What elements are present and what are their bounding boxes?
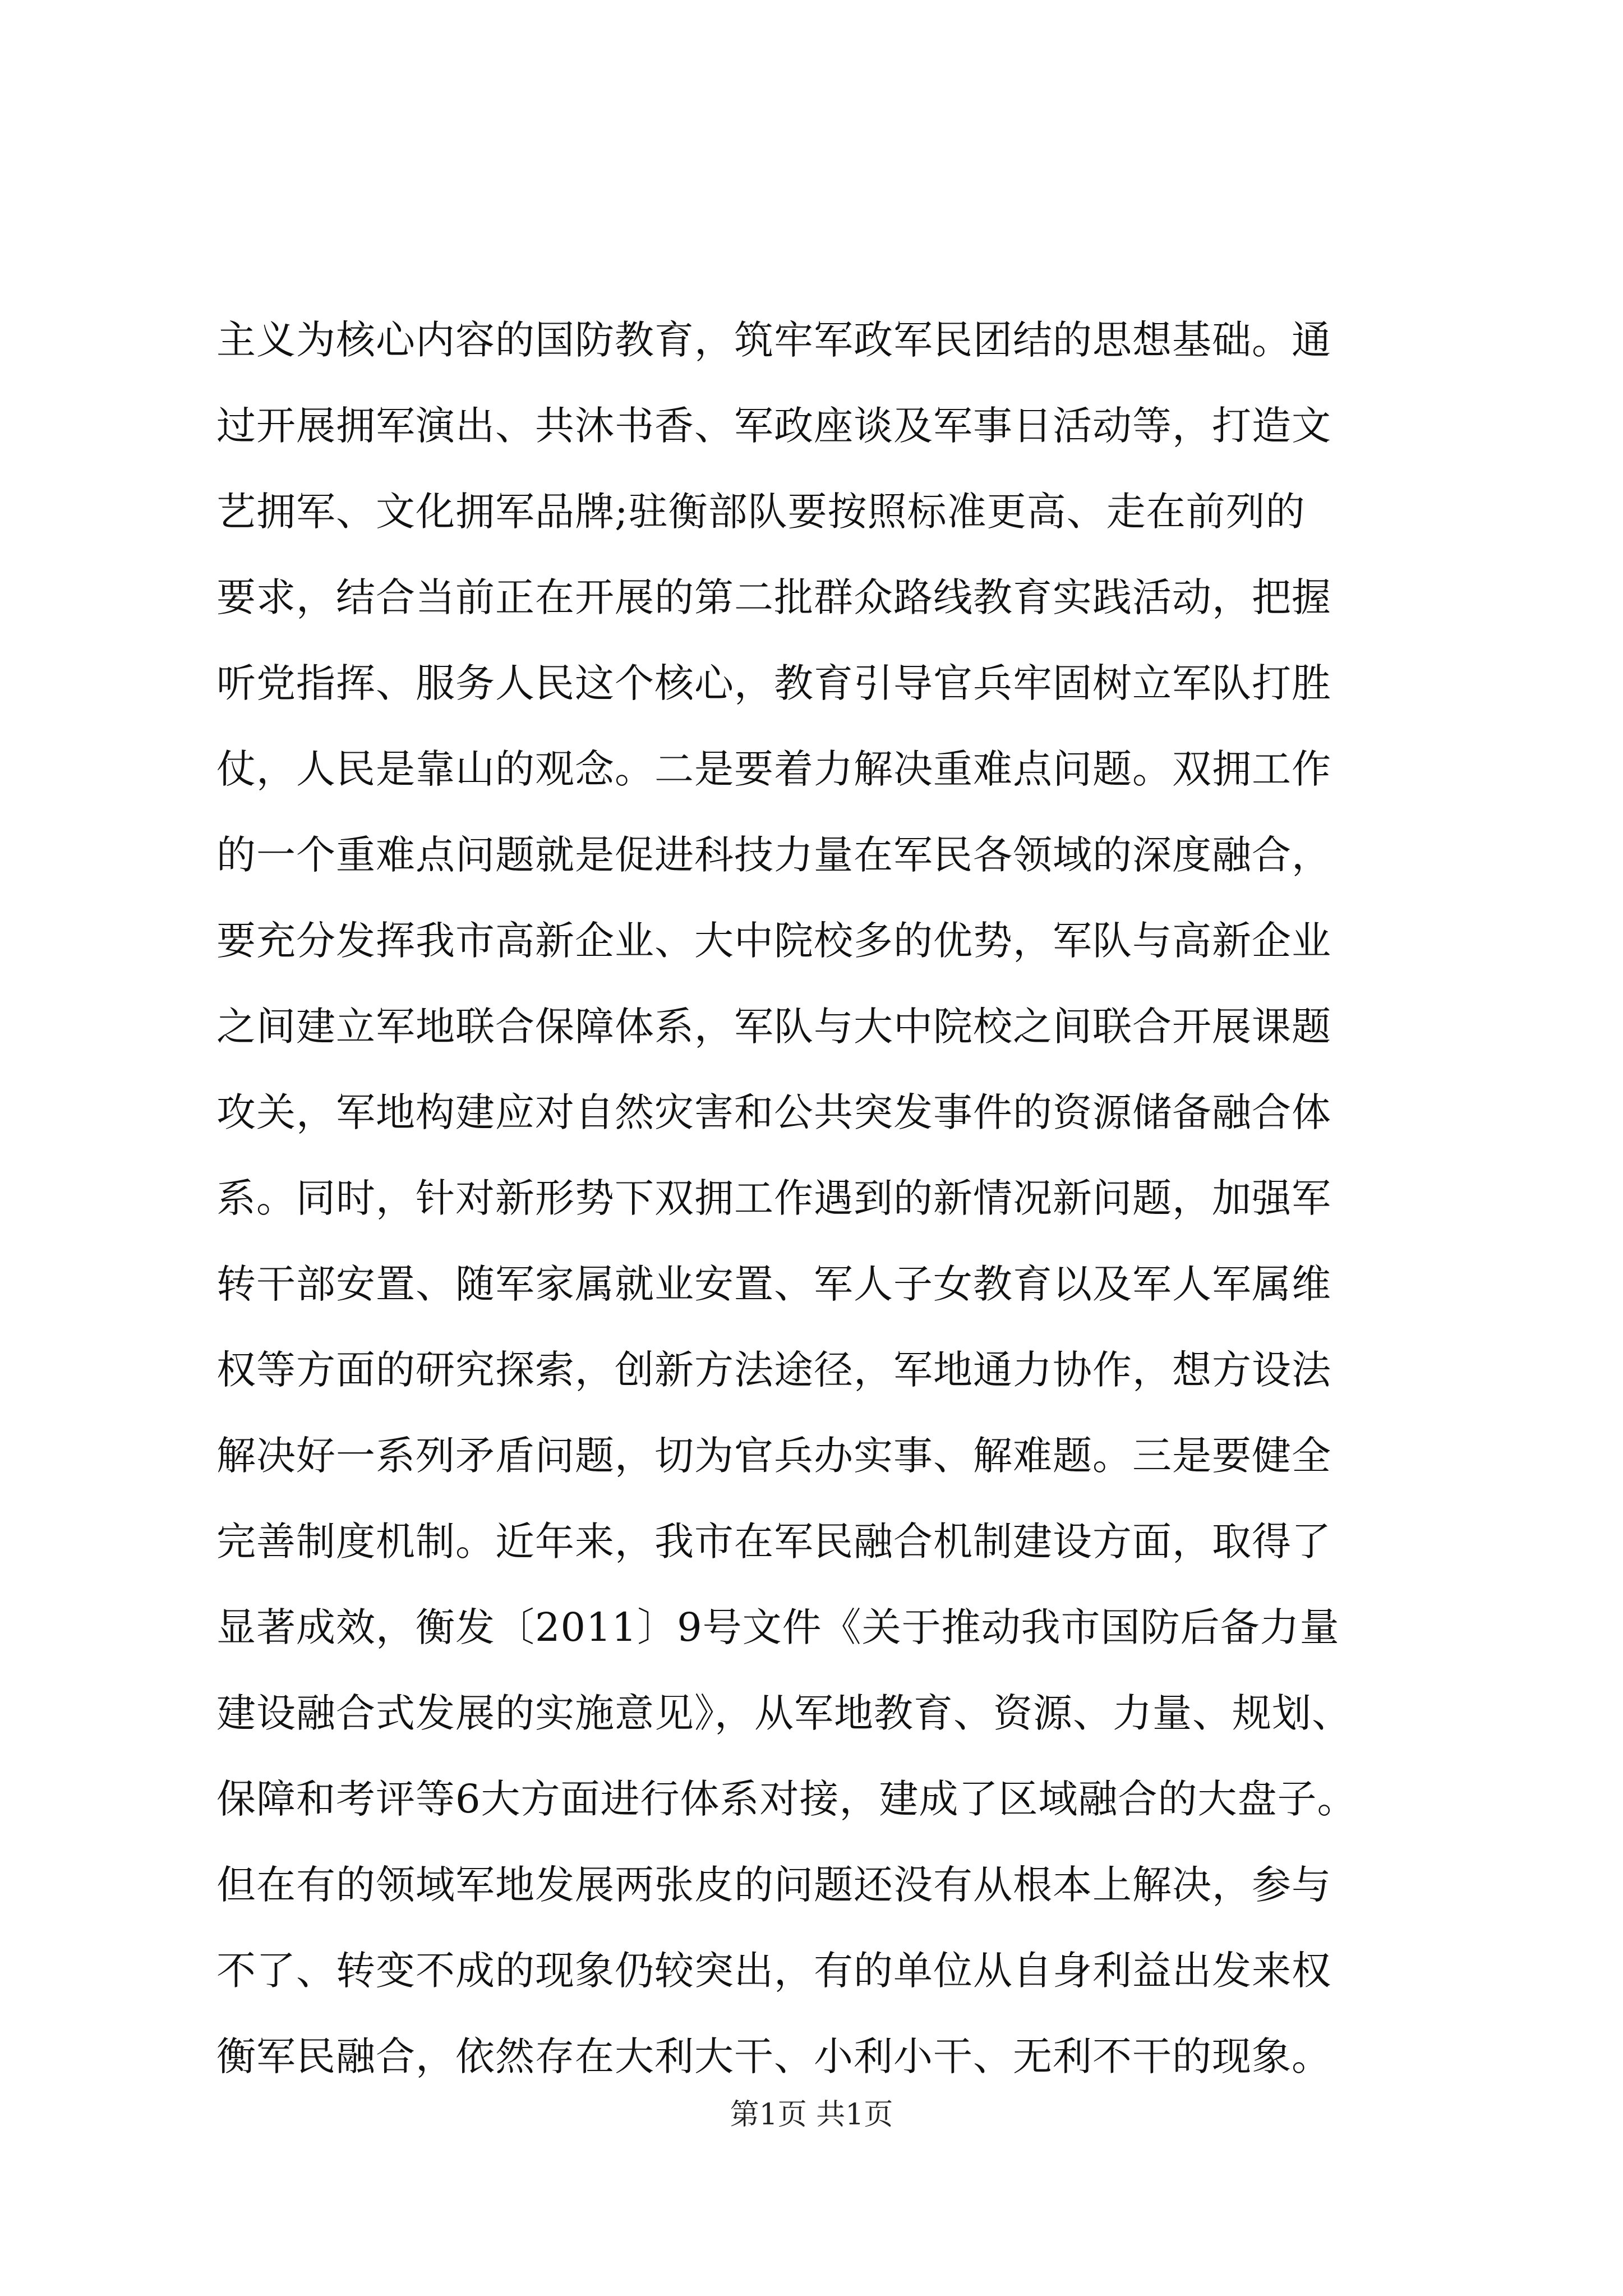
- text-line: 的一个重难点问题就是促进科技力量在军民各领域的深度融合，: [216, 832, 1331, 878]
- text-line: 保障和考评等6大方面进行体系对接，建成了区域融合的大盘子。: [216, 1776, 1357, 1822]
- text-line: 完善制度机制。近年来，我市在军民融合机制建设方面，取得了: [216, 1519, 1331, 1565]
- text-line: 解决好一系列矛盾问题，切为官兵办实事、解难题。三是要健全: [216, 1433, 1331, 1479]
- text-line: 要充分发挥我市高新企业、大中院校多的优势，军队与高新企业: [216, 918, 1331, 964]
- page-footer: [0, 2095, 1623, 2134]
- text-line: 权等方面的研究探索，创新方法途径，军地通力协作，想方设法: [216, 1347, 1331, 1393]
- text-line: 转干部安置、随军家属就业安置、军人子女教育以及军人军属维: [216, 1261, 1331, 1307]
- text-line: 显著成效，衡发〔2011〕9号文件《关于推动我市国防后备力量: [216, 1604, 1340, 1650]
- text-line: 听党指挥、服务人民这个核心，教育引导官兵牢固树立军队打胜: [216, 660, 1331, 706]
- text-line: 仗，人民是靠山的观念。二是要着力解决重难点问题。双拥工作: [216, 746, 1331, 792]
- text-line: 要求，结合当前正在开展的第二批群众路线教育实践活动，把握: [216, 574, 1331, 620]
- text-line: 衡军民融合，依然存在大利大干、小利小干、无利不干的现象。: [216, 2033, 1331, 2079]
- body-text: [216, 297, 1419, 2100]
- text-line: 主义为核心内容的国防教育，筑牢军政军民团结的思想基础。通: [216, 317, 1331, 363]
- text-line: 过开展拥军演出、共沐书香、军政座谈及军事日活动等，打造文: [216, 403, 1331, 449]
- text-line: 系。同时，针对新形势下双拥工作遇到的新情况新问题，加强军: [216, 1175, 1331, 1221]
- text-line: 艺拥军、文化拥军品牌;驻衡部队要按照标准更高、走在前列的: [216, 489, 1306, 535]
- text-line: 不了、转变不成的现象仍较突出，有的单位从自身利益出发来权: [216, 1948, 1331, 1994]
- text-line: 之间建立军地联合保障体系，军队与大中院校之间联合开展课题: [216, 1004, 1331, 1050]
- text-line: 攻关，军地构建应对自然灾害和公共突发事件的资源储备融合体: [216, 1089, 1331, 1135]
- text-line: 但在有的领域军地发展两张皮的问题还没有从根本上解决，参与: [216, 1862, 1331, 1908]
- page-number-label: 第1页 共1页: [730, 2098, 893, 2132]
- text-line: 建设融合式发展的实施意见》，从军地教育、资源、力量、规划、: [216, 1690, 1352, 1736]
